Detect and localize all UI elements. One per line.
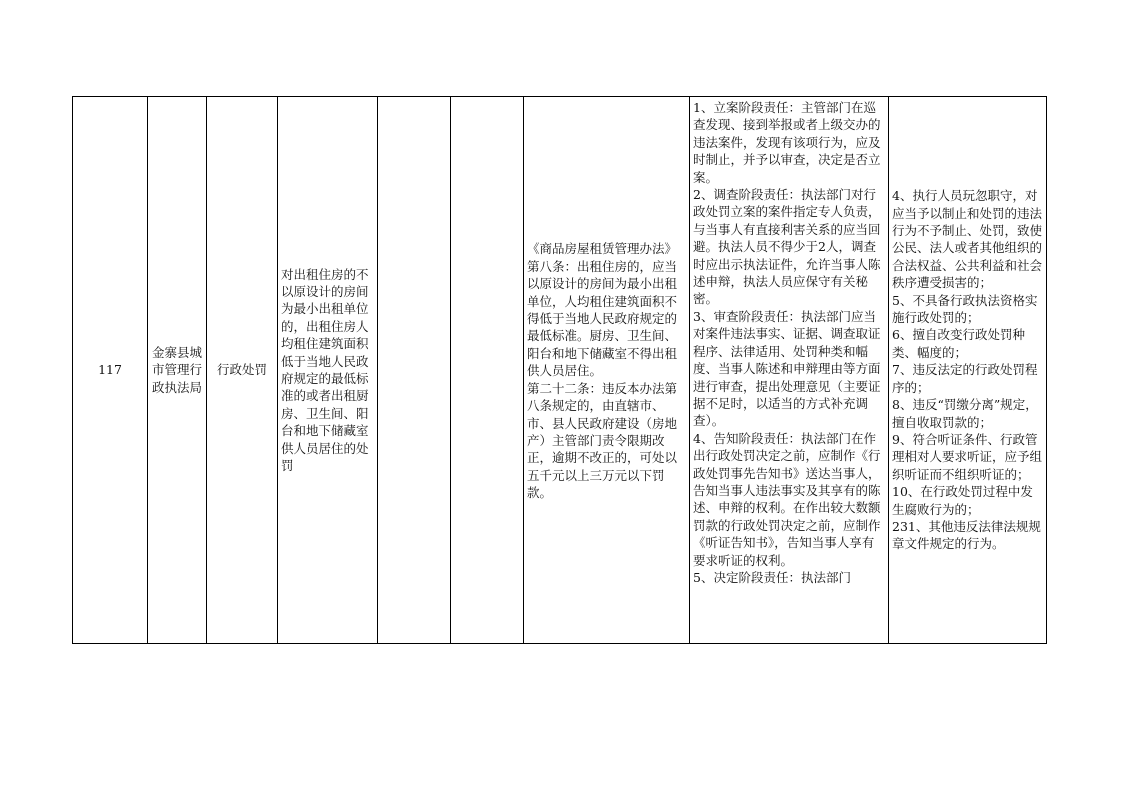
item-name-cell: 对出租住房的不以原设计的房间为最小出租单位的，出租住房人均租住建筑面积低于当地人民政府规定的最低标准的或者出租厨房、卫生间、阳台和地下储藏室供人员居住的处罚 — [278, 97, 378, 644]
sub-item-cell — [378, 97, 451, 644]
code-cell — [451, 97, 524, 644]
legal-basis-cell — [524, 97, 690, 644]
category-cell: 行政处罚 — [207, 97, 278, 644]
department-cell: 金寨县城市管理行政执法局 — [148, 97, 207, 644]
legal-basis-text: 《商品房屋租赁管理办法》第八条：出租住房的，应当以原设计的房间为最小出租单位，人均租住建筑面积不得低于当地人民政府规定的最低标准。厨房、卫生间、阳台和地下储藏室不得出租供人员居住。 第二十二条：违反本办法第八条规定的，由直辖市、市、县人民政府建设（房地产）主管部门责令限期改正，逾期不改正的，可处以五千元以上三万元以下罚款。 — [527, 241, 678, 501]
responsibilities-text: 1、立案阶段责任：主管部门在巡查发现、接到举报或者上级交办的违法案件，发现有该项行为，应及时制止，并予以审查，决定是否立案。 2、调查阶段责任：执法部门对行政处罚立案的案件指定专人负责，与当事人有直接利害关系的应当回避。执法人员不得少于2人，调查时应出示执法证件，允许当事人陈述申辩，执法人员应保守有关秘密。 3、审查阶段责任：执法部门应当对案件违法事实、证据、调查取证程序、法律适用、处罚种类和幅度、当事人陈述和申辩理由等方面进行审查，提出处理意见（主要证据不足时，以适当的方式补充调查）。 4、告知阶段责任：执法部门在作出行政处罚决定之前，应制作《行政处罚事先告知书》送达当事人，告知当事人违法事实及其享有的陈述、申辩的权利。在作出较大数额罚款的行政处罚决定之前，应制作《听证告知书》，告知当事人享有要求听证的权利。 5、决定阶段责任：执法部门 — [693, 100, 881, 585]
table-row — [73, 97, 1047, 644]
power-list-table — [72, 96, 1047, 644]
accountability-text: 4、执行人员玩忽职守，对应当予以制止和处罚的违法行为不予制止、处罚，致使公民、法人或者其他组织的合法权益、公共利益和社会秩序遭受损害的； 5、不具备行政执法资格实施行政处罚的； 6、擅自改变行政处罚种类、幅度的； 7、违反法定的行政处罚程序的； 8、违反“罚缴分离”规定，擅自收取罚款的； 9、符合听证条件、行政管理相对人要求听证，应予组织听证而不组织听证的； 10、在行政处罚过程中发生腐败行为的； 231、其他违反法律法规规章文件规定的行为。 — [892, 188, 1043, 552]
responsibilities-cell — [690, 97, 889, 644]
responsibilities-clip — [690, 97, 888, 643]
row-number: 117 — [73, 97, 148, 644]
accountability-cell — [889, 97, 1047, 644]
